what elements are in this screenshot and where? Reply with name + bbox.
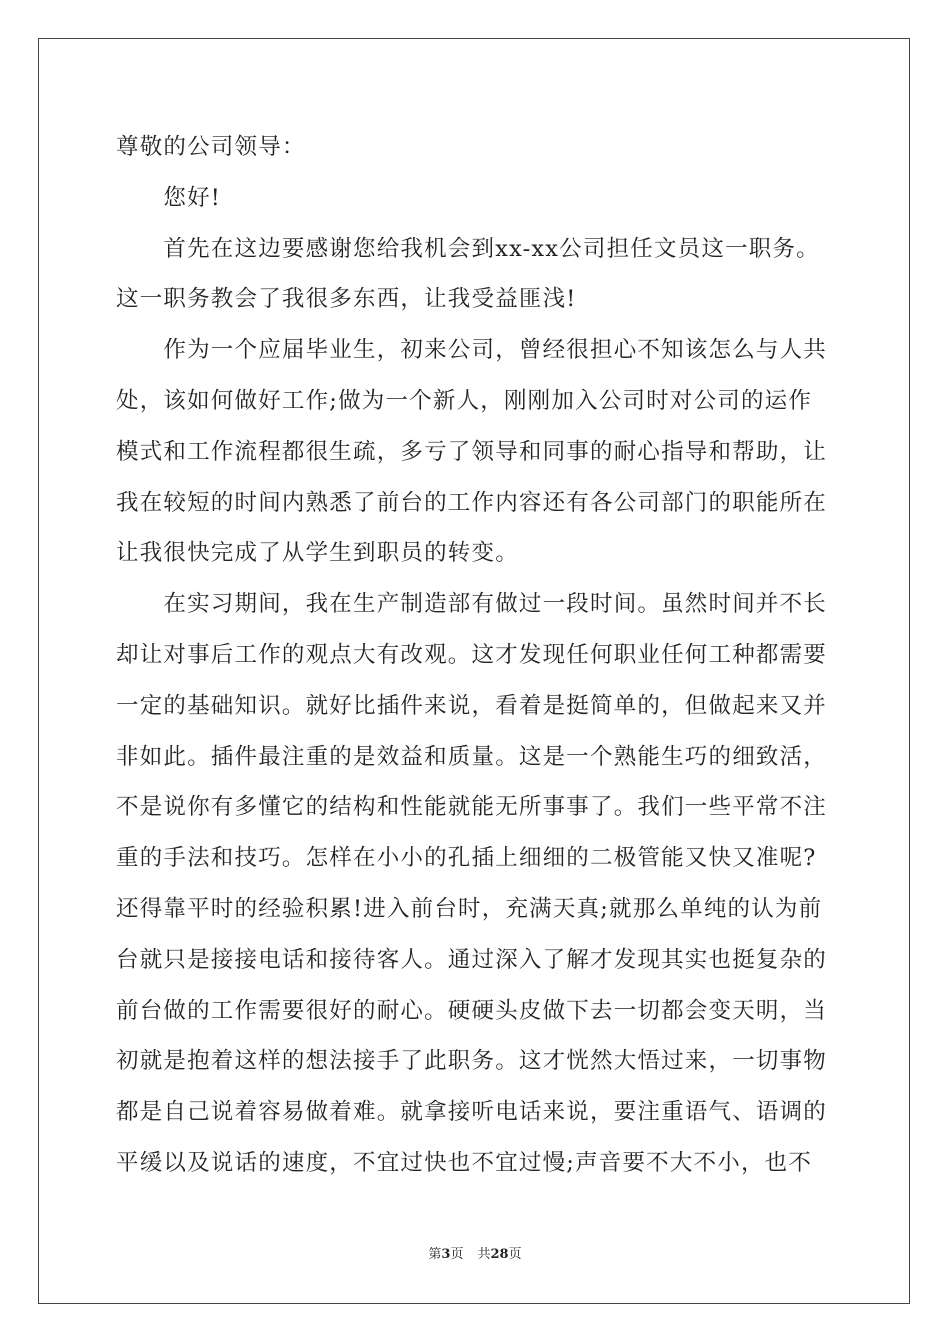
text-line: 这一职务教会了我很多东西，让我受益匪浅! (116, 286, 577, 313)
page-prefix: 第 (428, 1247, 442, 1262)
text-line: 前台做的工作需要很好的耐心。硬硬头皮做下去一切都会变天明，当 (116, 997, 828, 1024)
text-line: 我在较短的时间内熟悉了前台的工作内容还有各公司部门的职能所在 (116, 489, 828, 516)
text-line: 台就只是接接电话和接待客人。通过深入了解才发现其实也挺复杂的 (116, 946, 828, 973)
total-unit: 页 (508, 1247, 522, 1262)
text-line: 平缓以及说话的速度，不宜过快也不宜过慢;声音要不大不小，也不 (116, 1149, 813, 1176)
letter-body (116, 122, 836, 1189)
text-line: 都是自己说着容易做着难。就拿接听电话来说，要注重语气、语调的 (116, 1099, 828, 1126)
page-unit: 页 (450, 1247, 464, 1262)
page-current: 3 (441, 1247, 451, 1262)
greeting: 您好! (116, 184, 222, 211)
text-line: 首先在这边要感谢您给我机会到xx-xx公司担任文员这一职务。 (116, 235, 820, 262)
text-line: 在实习期间，我在生产制造部有做过一段时间。虽然时间并不长 (116, 591, 828, 618)
salutation: 尊敬的公司领导： (116, 134, 306, 160)
text-line: 处，该如何做好工作;做为一个新人，刚刚加入公司时对公司的运作 (116, 387, 813, 414)
text-line: 初就是抱着这样的想法接手了此职务。这才恍然大悟过来，一切事物 (116, 1048, 828, 1075)
text-line: 却让对事后工作的观点大有改观。这才发现任何职业任何工种都需要 (116, 641, 828, 668)
total-prefix: 共 (477, 1247, 491, 1262)
text-line: 作为一个应届毕业生，初来公司，曾经很担心不知该怎么与人共 (116, 337, 828, 364)
text-line: 非如此。插件最注重的是效益和质量。这是一个熟能生巧的细致活， (116, 743, 828, 770)
text-line: 让我很快完成了从学生到职员的转变。 (116, 540, 519, 567)
text-line: 不是说你有多懂它的结构和性能就能无所事事了。我们一些平常不注 (116, 794, 828, 821)
text-line: 模式和工作流程都很生疏，多亏了领导和同事的耐心指导和帮助，让 (116, 438, 828, 465)
page-total: 28 (490, 1247, 509, 1262)
text-line: 重的手法和技巧。怎样在小小的孔插上细细的二极管能又快又准呢? (116, 845, 817, 872)
page-footer (0, 1243, 950, 1262)
text-line: 还得靠平时的经验积累!进入前台时，充满天真;就那么单纯的认为前 (116, 895, 823, 922)
text-line: 一定的基础知识。就好比插件来说，看着是挺简单的，但做起来又并 (116, 692, 828, 719)
